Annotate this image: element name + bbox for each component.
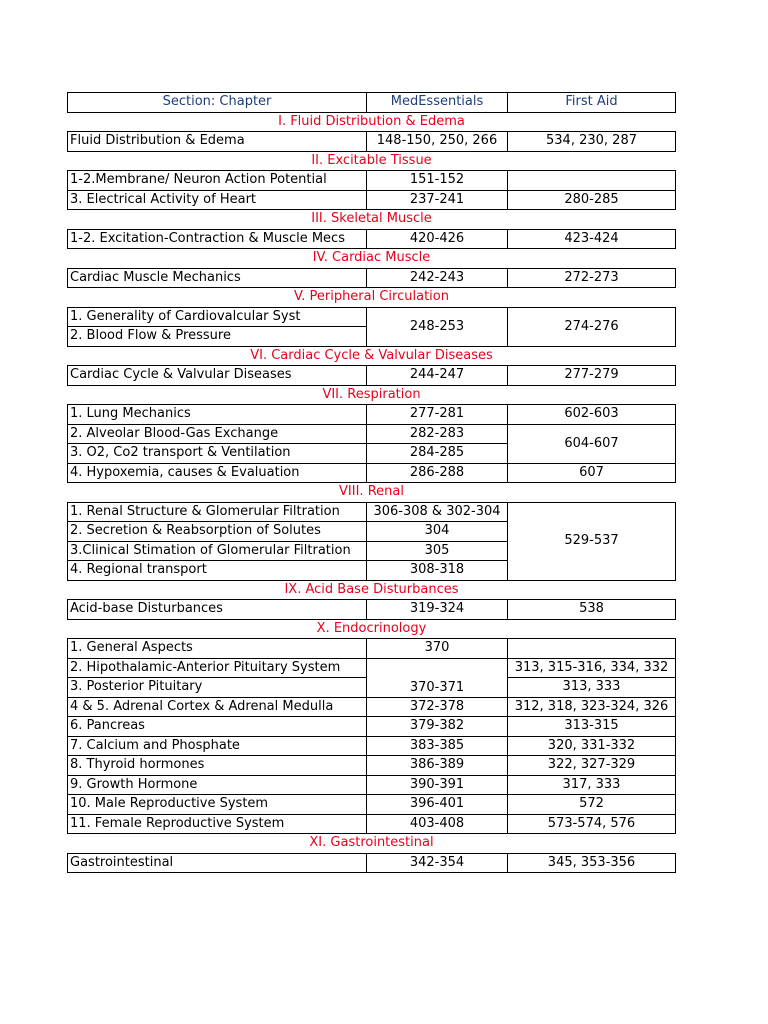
first-aid-cell: 604-607 xyxy=(508,424,676,463)
medessentials-cell: 277-281 xyxy=(367,405,508,425)
first-aid-cell: 313-315 xyxy=(508,717,676,737)
medessentials-cell: 379-382 xyxy=(367,717,508,737)
table-row xyxy=(68,424,676,444)
first-aid-cell: 277-279 xyxy=(508,366,676,386)
medessentials-cell: 304 xyxy=(367,522,508,542)
chapter-cell: 3. Posterior Pituitary xyxy=(68,678,367,698)
medessentials-cell: 396-401 xyxy=(367,795,508,815)
medessentials-cell: 370-371 xyxy=(367,658,508,697)
table-row xyxy=(68,717,676,737)
first-aid-cell: 607 xyxy=(508,463,676,483)
chapter-cell: Cardiac Cycle & Valvular Diseases xyxy=(68,366,367,386)
chapter-cell: 2. Blood Flow & Pressure xyxy=(68,327,367,347)
medessentials-cell: 282-283 xyxy=(367,424,508,444)
header-first-aid: First Aid xyxy=(508,93,676,113)
section-title: XI. Gastrointestinal xyxy=(68,834,676,854)
medessentials-cell: 237-241 xyxy=(367,190,508,210)
chapter-cell: 1. General Aspects xyxy=(68,639,367,659)
medessentials-cell: 248-253 xyxy=(367,307,508,346)
section-title: II. Excitable Tissue xyxy=(68,151,676,171)
first-aid-cell: 572 xyxy=(508,795,676,815)
table-row xyxy=(68,268,676,288)
section-title: III. Skeletal Muscle xyxy=(68,210,676,230)
medessentials-cell: 305 xyxy=(367,541,508,561)
chapter-cell: 1-2. Excitation-Contraction & Muscle Mecs xyxy=(68,229,367,249)
chapter-cell: 3. O2, Co2 transport & Ventilation xyxy=(68,444,367,464)
chapter-cell: 11. Female Reproductive System xyxy=(68,814,367,834)
first-aid-cell: 538 xyxy=(508,600,676,620)
chapter-cell: Cardiac Muscle Mechanics xyxy=(68,268,367,288)
section-title: I. Fluid Distribution & Edema xyxy=(68,112,676,132)
medessentials-cell: 390-391 xyxy=(367,775,508,795)
chapter-cell: 1. Renal Structure & Glomerular Filtration xyxy=(68,502,367,522)
table-row xyxy=(68,132,676,152)
medessentials-cell: 148-150, 250, 266 xyxy=(367,132,508,152)
section-title: VII. Respiration xyxy=(68,385,676,405)
table-row xyxy=(68,171,676,191)
table-row xyxy=(68,190,676,210)
first-aid-cell: 322, 327-329 xyxy=(508,756,676,776)
medessentials-cell: 242-243 xyxy=(367,268,508,288)
first-aid-cell: 280-285 xyxy=(508,190,676,210)
chapter-cell: Gastrointestinal xyxy=(68,853,367,873)
table-row xyxy=(68,775,676,795)
medessentials-cell: 308-318 xyxy=(367,561,508,581)
first-aid-cell: 313, 333 xyxy=(508,678,676,698)
medessentials-cell: 151-152 xyxy=(367,171,508,191)
medessentials-cell: 244-247 xyxy=(367,366,508,386)
first-aid-cell: 529-537 xyxy=(508,502,676,580)
header-section-chapter: Section: Chapter xyxy=(68,93,367,113)
chapter-cell: 1-2.Membrane/ Neuron Action Potential xyxy=(68,171,367,191)
section-title: V. Peripheral Circulation xyxy=(68,288,676,308)
first-aid-cell xyxy=(508,171,676,191)
table-row xyxy=(68,229,676,249)
first-aid-cell: 602-603 xyxy=(508,405,676,425)
first-aid-cell: 423-424 xyxy=(508,229,676,249)
medessentials-cell: 286-288 xyxy=(367,463,508,483)
chapter-cell: 10. Male Reproductive System xyxy=(68,795,367,815)
table-row xyxy=(68,736,676,756)
chapter-cell: 3. Electrical Activity of Heart xyxy=(68,190,367,210)
first-aid-cell: 317, 333 xyxy=(508,775,676,795)
section-title: VIII. Renal xyxy=(68,483,676,503)
table-row xyxy=(68,600,676,620)
chapter-cell: 6. Pancreas xyxy=(68,717,367,737)
chapter-cell: 3.Clinical Stimation of Glomerular Filtration xyxy=(68,541,367,561)
chapter-cell: 4 & 5. Adrenal Cortex & Adrenal Medulla xyxy=(68,697,367,717)
first-aid-cell: 345, 353-356 xyxy=(508,853,676,873)
first-aid-cell: 312, 318, 323-324, 326 xyxy=(508,697,676,717)
chapter-cell: 2. Alveolar Blood-Gas Exchange xyxy=(68,424,367,444)
table-row xyxy=(68,853,676,873)
medessentials-cell: 386-389 xyxy=(367,756,508,776)
table-row xyxy=(68,658,676,678)
medessentials-cell: 342-354 xyxy=(367,853,508,873)
medessentials-cell: 370 xyxy=(367,639,508,659)
first-aid-cell: 272-273 xyxy=(508,268,676,288)
section-title: IX. Acid Base Disturbances xyxy=(68,580,676,600)
medessentials-cell: 403-408 xyxy=(367,814,508,834)
medessentials-cell: 372-378 xyxy=(367,697,508,717)
first-aid-cell: 320, 331-332 xyxy=(508,736,676,756)
chapter-cell: 4. Regional transport xyxy=(68,561,367,581)
medessentials-cell: 306-308 & 302-304 xyxy=(367,502,508,522)
first-aid-cell: 274-276 xyxy=(508,307,676,346)
table-row xyxy=(68,502,676,522)
medessentials-cell: 284-285 xyxy=(367,444,508,464)
header-medessentials: MedEssentials xyxy=(367,93,508,113)
header-row xyxy=(68,93,676,113)
table-row xyxy=(68,795,676,815)
table-row xyxy=(68,405,676,425)
table-row xyxy=(68,814,676,834)
section-title: X. Endocrinology xyxy=(68,619,676,639)
first-aid-cell: 313, 315-316, 334, 332 xyxy=(508,658,676,678)
table-row xyxy=(68,639,676,659)
chapter-cell: 4. Hypoxemia, causes & Evaluation xyxy=(68,463,367,483)
section-title: VI. Cardiac Cycle & Valvular Diseases xyxy=(68,346,676,366)
medessentials-cell: 420-426 xyxy=(367,229,508,249)
medessentials-cell: 383-385 xyxy=(367,736,508,756)
table-row xyxy=(68,697,676,717)
section-title: IV. Cardiac Muscle xyxy=(68,249,676,269)
chapter-cell: 9. Growth Hormone xyxy=(68,775,367,795)
chapter-cell: Fluid Distribution & Edema xyxy=(68,132,367,152)
first-aid-cell xyxy=(508,639,676,659)
table-row xyxy=(68,756,676,776)
chapter-cell: 2. Secretion & Reabsorption of Solutes xyxy=(68,522,367,542)
chapter-cell: 2. Hipothalamic-Anterior Pituitary System xyxy=(68,658,367,678)
chapter-cell: 1. Generality of Cardiovalcular Syst xyxy=(68,307,367,327)
table-row xyxy=(68,463,676,483)
first-aid-cell: 534, 230, 287 xyxy=(508,132,676,152)
table-row xyxy=(68,307,676,327)
chapter-cell: 7. Calcium and Phosphate xyxy=(68,736,367,756)
table-row xyxy=(68,366,676,386)
chapter-cell: 8. Thyroid hormones xyxy=(68,756,367,776)
chapter-cell: Acid-base Disturbances xyxy=(68,600,367,620)
medessentials-cell: 319-324 xyxy=(367,600,508,620)
chapter-cell: 1. Lung Mechanics xyxy=(68,405,367,425)
study-guide-table xyxy=(67,92,676,873)
first-aid-cell: 573-574, 576 xyxy=(508,814,676,834)
